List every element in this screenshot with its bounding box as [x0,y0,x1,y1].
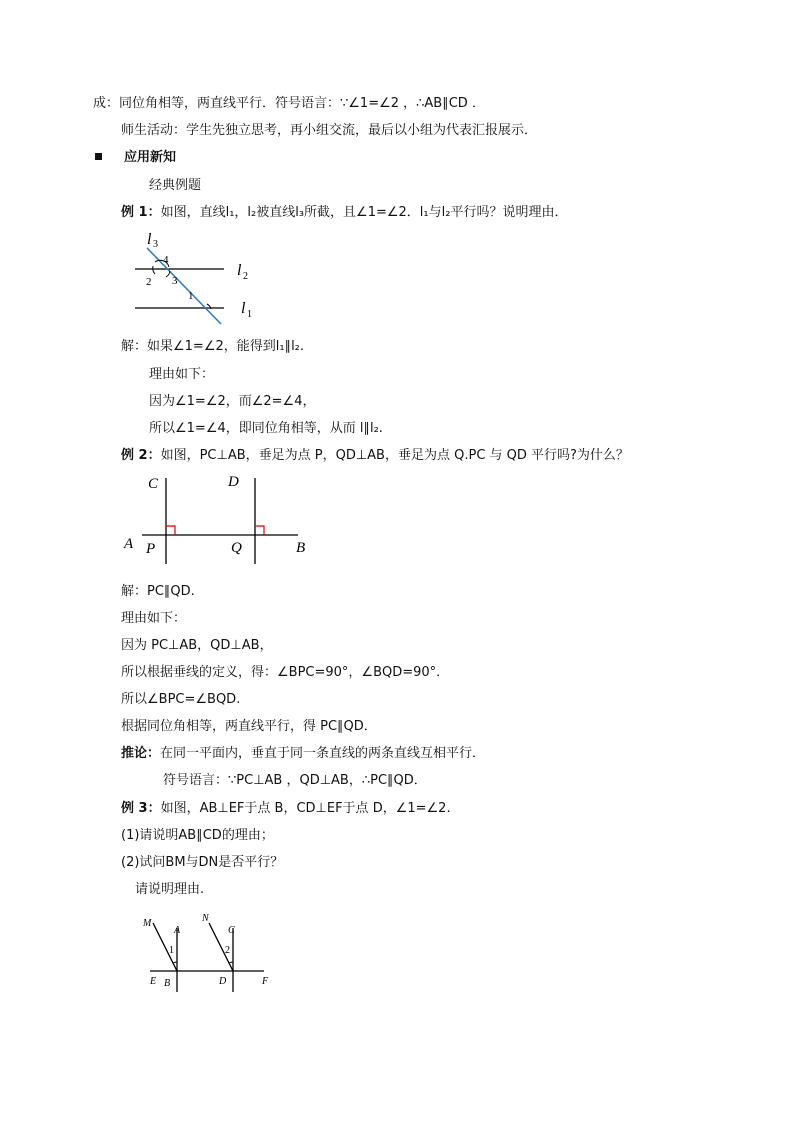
solution-2: 解：PC∥QD. [121,584,195,599]
figure-3-diagram [140,908,280,998]
angle-1-label: 1 [169,945,174,956]
label-D: D [219,976,227,987]
example-1-label: 例 1： [121,205,161,220]
example-2-label: 例 2： [121,448,161,463]
corollary-label: 推论： [121,746,161,761]
label-N: N [202,913,209,924]
corollary-symbolic: 符号语言：∵PC⊥AB ，QD⊥AB，∴PC∥QD． [163,773,427,788]
label-F: F [262,976,269,987]
question-1: (1)请说明AB∥CD的理由； [121,828,274,843]
svg-text:2: 2 [243,271,248,282]
label-E: E [150,976,157,987]
label-P: P [146,541,156,557]
bullet-icon [95,153,102,160]
label-B: B [164,978,171,989]
label-C: C [148,476,159,492]
label-l2: l [237,262,242,279]
reason-2-line-1: 因为 PC⊥AB，QD⊥AB， [121,638,273,653]
angle-3-label: 3 [172,275,178,287]
figure-2-diagram [118,470,323,570]
angle-2-label: 2 [225,945,230,956]
reason-2-line-2: 所以根据垂线的定义，得：∠BPC=90°，∠BQD=90°． [121,665,450,680]
reason-2-line-3: 所以∠BPC=∠BQD. [121,692,241,707]
reason-1-line-2: 所以∠1=∠4，即同位角相等，从而 l∥l₂. [149,421,383,436]
example-3-text: 例 3：如图，AB⊥EF于点 B，CD⊥EF于点 D，∠1=∠2. [121,801,451,816]
reason-heading-1: 理由如下： [149,367,215,382]
reason-1-line-1: 因为∠1=∠2，而∠2=∠4， [149,394,316,409]
svg-text:3: 3 [153,239,158,250]
angle-4-label: 4 [163,254,169,266]
section-heading: 应用新知 [95,149,176,167]
label-M: M [143,918,152,929]
label-C: C [228,925,235,936]
conclusion-line: 成：同位角相等，两直线平行．符号语言：∵∠1=∠2 ，∴AB∥CD ． [93,96,485,111]
reason-2-line-4: 根据同位角相等，两直线平行，得 PC∥QD． [121,719,377,734]
label-A: A [124,536,134,552]
example-1-text: 例 1：如图，直线l₁，l₂被直线l₃所截，且∠1=∠2．l₁与l₂平行吗？说明理由． [121,205,568,220]
corollary: 推论：在同一平面内，垂直于同一条直线的两条直线互相平行． [121,746,486,761]
activity-line: 师生活动：学生先独立思考，再小组交流，最后以小组为代表汇报展示． [121,123,538,138]
angle-2-label: 2 [146,276,152,288]
example-3-label: 例 3： [121,801,161,816]
question-2-followup: 请说明理由. [135,882,205,897]
question-2: (2)试问BM与DN是否平行？ [121,855,284,870]
svg-text:1: 1 [247,309,252,320]
label-l1: l [241,300,246,317]
right-angle-P [166,526,175,535]
label-l3: l [147,231,152,248]
figure-1-diagram [125,228,275,328]
reason-heading-2: 理由如下： [121,611,187,626]
label-A: A [174,925,181,936]
label-Q: Q [231,540,242,556]
line-l3 [147,248,221,324]
right-angle-Q [255,526,264,535]
example-2-text: 例 2：如图，PC⊥AB，垂足为点 P，QD⊥AB，垂足为点 Q.PC 与 QD 平行吗?为什么？ [121,448,629,463]
label-D: D [228,474,239,490]
subheading-examples: 经典例题 [149,178,202,193]
label-B: B [296,540,306,556]
angle-1-label: 1 [188,290,194,302]
solution-1: 解：如果∠1=∠2，能得到l₁∥l₂. [121,339,305,354]
